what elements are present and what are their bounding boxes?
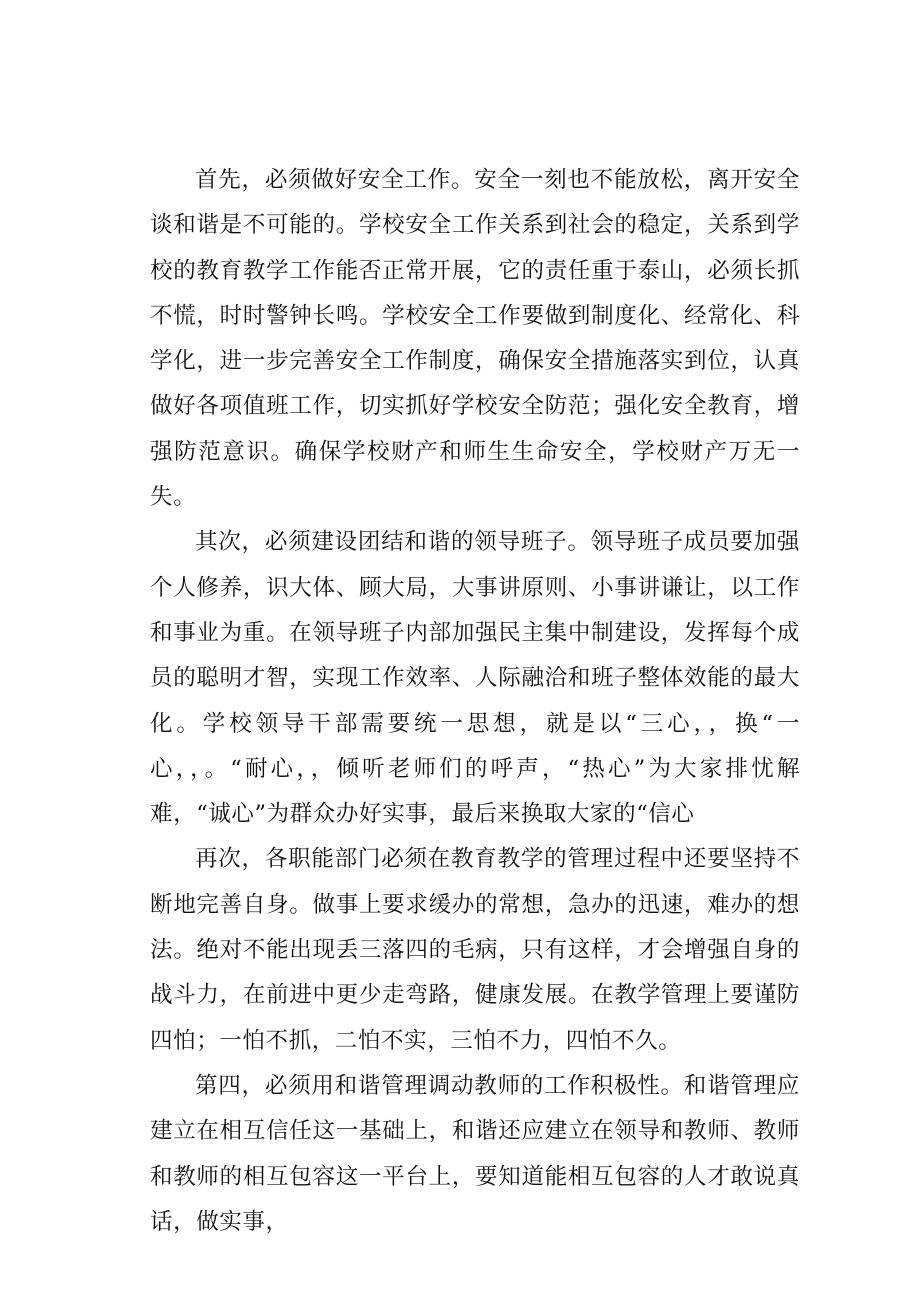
paragraph-safety-work: 首先，必须做好安全工作。安全一刻也不能放松，离开安全谈和谐是不可能的。学校安全工作关系到社会的稳定，关系到学校的教育教学工作能否正常开展，它的责任重于泰山，必须长抓不慌，时时警钟长鸣。学校安全工作要做到制度化、经常化、科学化，进一步完善安全工作制度，确保安全措施落实到位，认真做好各项值班工作，切实抓好学校安全防范；强化安全教育，增强防范意识。确保学校财产和师生生命安全，学校财产万无一失。: [150, 167, 800, 511]
document-body: [150, 158, 800, 1245]
paragraph-leadership-team: 其次，必须建设团结和谐的领导班子。领导班子成员要加强个人修养，识大体、顾大局，大事讲原则、小事讲谦让，以工作和事业为重。在领导班子内部加强民主集中制建设，发挥每个成员的聪明才智，实现工作效率、人际融洽和班子整体效能的最大化。学校领导干部需要统一思想，就是以“三心，，换“一心，，。“耐心，，倾听老师们的呼声，“热心”为大家排忧解难，“诚心”为群众办好实事，最后来换取大家的“信心: [150, 529, 800, 828]
paragraph-harmonious-management: 第四，必须用和谐管理调动教师的工作积极性。和谐管理应建立在相互信任这一基础上，和谐还应建立在领导和教师、教师和教师的相互包容这一平台上，要知道能相互包容的人才敢说真话，做实事，: [150, 1072, 800, 1235]
paragraph-department-improvement: 再次，各职能部门必须在教育教学的管理过程中还要坚持不断地完善自身。做事上要求缓办的常想，急办的迅速，难办的想法。绝对不能出现丢三落四的毛病，只有这样，才会增强自身的战斗力，在前进中更少走弯路，健康发展。在教学管理上要谨防四怕；一怕不抓，二怕不实，三怕不力，四怕不久。: [150, 846, 800, 1054]
